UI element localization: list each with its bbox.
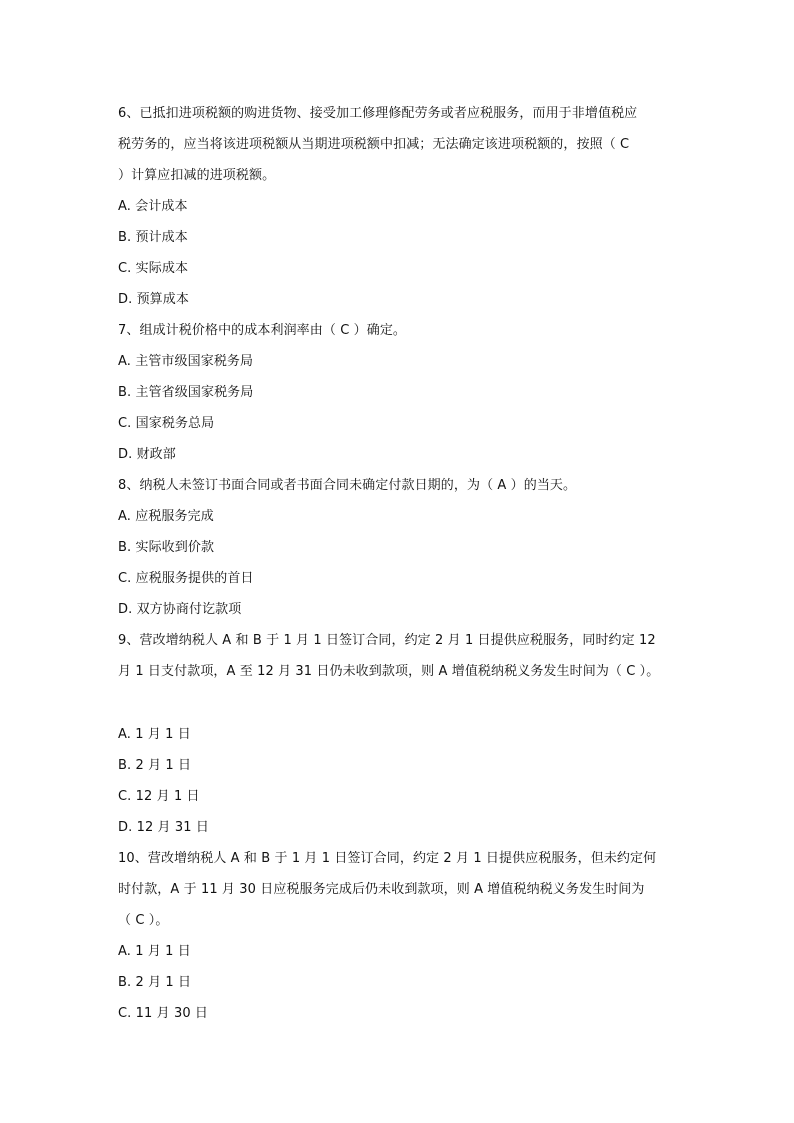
q10-option-c: C. 11 月 30 日 xyxy=(118,1006,209,1021)
q8-option-c: C. 应税服务提供的首日 xyxy=(118,571,254,586)
q10-line-2: 时付款，A 于 11 月 30 日应税服务完成后仍未收到款项，则 A 增值税纳税义务发生时间为 xyxy=(118,882,645,897)
q6-option-c: C. 实际成本 xyxy=(118,261,189,276)
q10-option-b: B. 2 月 1 日 xyxy=(118,975,192,990)
q9-option-b: B. 2 月 1 日 xyxy=(118,758,192,773)
q10-line-1: 10、营改增纳税人 A 和 B 于 1 月 1 日签订合同，约定 2 月 1 日提供应税服务，但未约定何 xyxy=(118,851,657,866)
document-body xyxy=(118,98,678,1029)
q9-spacer xyxy=(118,687,678,719)
q10-line-3: （ C ）。 xyxy=(118,913,169,928)
q6-option-a: A. 会计成本 xyxy=(118,199,188,214)
q7-option-a: A. 主管市级国家税务局 xyxy=(118,354,254,369)
q9-line-1: 9、营改增纳税人 A 和 B 于 1 月 1 日签订合同，约定 2 月 1 日提供应税服务，同时约定 12 xyxy=(118,633,656,648)
q9-option-a: A. 1 月 1 日 xyxy=(118,727,191,742)
q9-line-2: 月 1 日支付款项，A 至 12 月 31 日仍未收到款项，则 A 增值税纳税义务发生时间为（ C ）。 xyxy=(118,664,660,679)
q10-option-a: A. 1 月 1 日 xyxy=(118,944,191,959)
q6-line-3: ）计算应扣减的进项税额。 xyxy=(118,168,276,183)
q6-line-1: 6、已抵扣进项税额的购进货物、接受加工修理修配劳务或者应税服务，而用于非增值税应 xyxy=(118,106,638,121)
q7-option-d: D. 财政部 xyxy=(118,447,176,462)
q6-line-2: 税劳务的，应当将该进项税额从当期进项税额中扣减；无法确定该进项税额的，按照（ C xyxy=(118,137,630,152)
q7-option-c: C. 国家税务总局 xyxy=(118,416,215,431)
q7-question: 7、组成计税价格中的成本利润率由（ C ）确定。 xyxy=(118,323,407,338)
q9-option-c: C. 12 月 1 日 xyxy=(118,789,200,804)
q6-option-d: D. 预算成本 xyxy=(118,292,189,307)
q9-option-d: D. 12 月 31 日 xyxy=(118,820,209,835)
q6-option-b: B. 预计成本 xyxy=(118,230,188,245)
q8-option-a: A. 应税服务完成 xyxy=(118,509,214,524)
q7-option-b: B. 主管省级国家税务局 xyxy=(118,385,254,400)
q8-question: 8、纳税人未签订书面合同或者书面合同未确定付款日期的，为（ A ）的当天。 xyxy=(118,478,577,493)
q8-option-d: D. 双方协商付讫款项 xyxy=(118,602,242,617)
q8-option-b: B. 实际收到价款 xyxy=(118,540,215,555)
